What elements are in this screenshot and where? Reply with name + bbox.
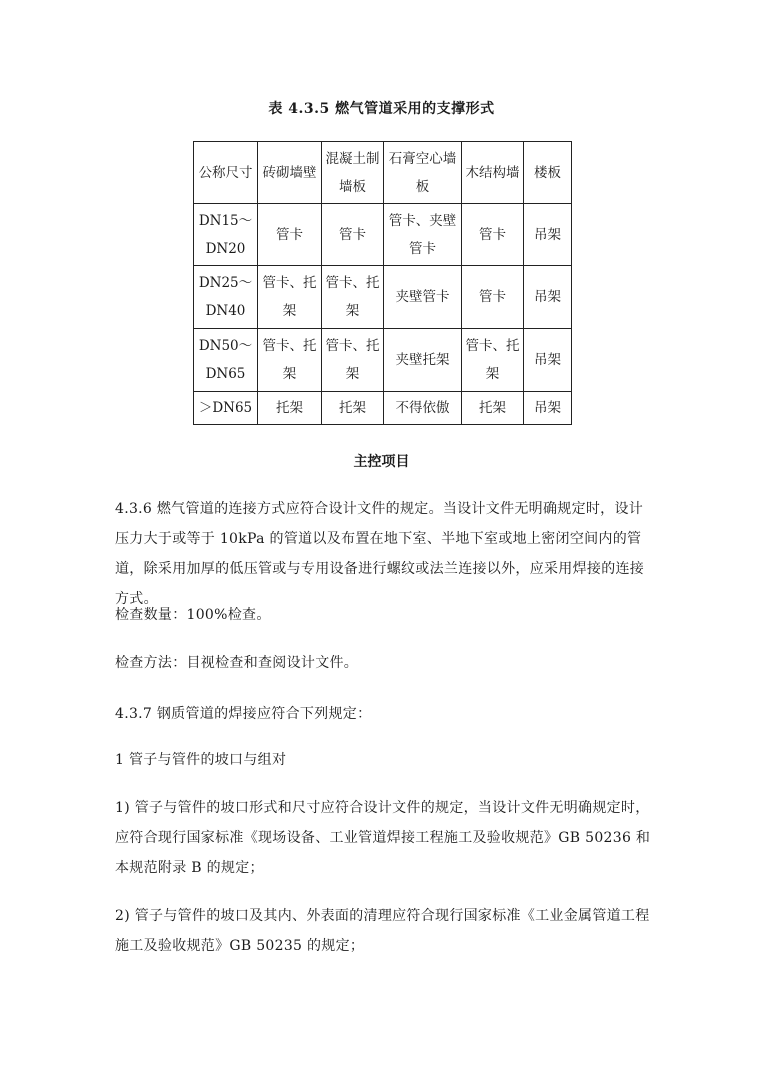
- paragraph-4-3-6: 4.3.6 燃气管道的连接方式应符合设计文件的规定。当设计文件无明确规定时，设计压力大于或等于 10kPa 的管道以及布置在地下室、半地下室或地上密闭空间内的管道，除采用加厚的低压管或与专用设备进行螺纹或法兰连接以外，应采用焊接的连接方式。: [115, 501, 645, 607]
- table-cell: ＞DN65: [194, 392, 258, 425]
- table-cell: 管卡、托架: [258, 266, 322, 329]
- table-title: 表 4.3.5 燃气管道采用的支撑形式: [268, 101, 495, 117]
- table-cell: 管卡、托架: [322, 329, 384, 392]
- table-cell: 管卡、夹壁管卡: [384, 204, 462, 266]
- table-cell: DN25～DN40: [194, 266, 258, 329]
- table-cell: 管卡、托架: [258, 329, 322, 392]
- table-cell: 吊架: [524, 266, 572, 329]
- table-row: [194, 392, 572, 425]
- table-row: [194, 266, 572, 329]
- support-form-table: [193, 141, 572, 425]
- header-cell-brick-wall: 砖砌墙壁: [258, 142, 322, 204]
- table-cell: DN15～DN20: [194, 204, 258, 266]
- header-cell-nominal-size: 公称尺寸: [194, 142, 258, 204]
- table-cell: 不得依傲: [384, 392, 462, 425]
- table-cell: 管卡: [462, 204, 524, 266]
- table-cell: 管卡、托架: [462, 329, 524, 392]
- header-cell-timber-wall: 木结构墙: [462, 142, 524, 204]
- table-cell: 吊架: [524, 392, 572, 425]
- paragraph-item-1-2: 2) 管子与管件的坡口及其内、外表面的清理应符合现行国家标准《工业金属管道工程施工及验收规范》GB 50235 的规定；: [115, 908, 650, 954]
- header-cell-floor-slab: 楼板: [524, 142, 572, 204]
- table-header-row: [194, 142, 572, 204]
- paragraph-4-3-7: 4.3.7 钢质管道的焊接应符合下列规定：: [115, 706, 372, 722]
- table-cell: DN50～DN65: [194, 329, 258, 392]
- paragraph-item-1-1: 1) 管子与管件的坡口形式和尺寸应符合设计文件的规定，当设计文件无明确规定时，应符合现行国家标准《现场设备、工业管道焊接工程施工及验收规范》GB 50236 和本规范附录 B 的规定；: [115, 800, 651, 876]
- table-cell: 托架: [322, 392, 384, 425]
- table-cell: 管卡、托架: [322, 266, 384, 329]
- table-cell: 夹壁管卡: [384, 266, 462, 329]
- table-cell: 管卡: [258, 204, 322, 266]
- table-row: [194, 329, 572, 392]
- table-cell: 托架: [258, 392, 322, 425]
- header-cell-gypsum-hollow-wallboard: 石膏空心墙板: [384, 142, 462, 204]
- section-heading-main-items: 主控项目: [353, 454, 410, 470]
- table-cell: 吊架: [524, 204, 572, 266]
- table-cell: 托架: [462, 392, 524, 425]
- table-cell: 管卡: [462, 266, 524, 329]
- table-cell: 夹壁托架: [384, 329, 462, 392]
- table-cell: 吊架: [524, 329, 572, 392]
- table-cell: 管卡: [322, 204, 384, 266]
- paragraph-inspection-method: 检查方法：目视检查和查阅设计文件。: [115, 655, 359, 671]
- table-row: [194, 204, 572, 266]
- header-cell-concrete-wallboard: 混凝土制墙板: [322, 142, 384, 204]
- paragraph-item-1: 1 管子与管件的坡口与组对: [115, 752, 287, 768]
- paragraph-inspection-quantity: 检查数量：100%检查。: [115, 607, 271, 623]
